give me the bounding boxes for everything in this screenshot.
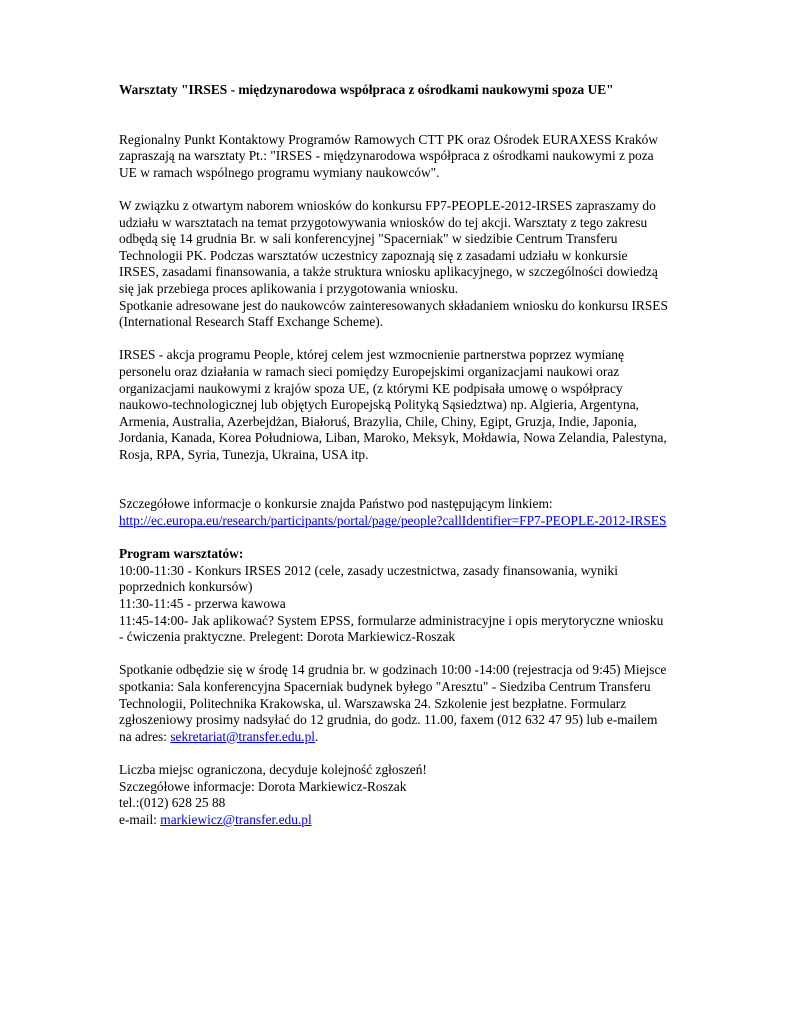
program-line: 11:30-11:45 - przerwa kawowa [119, 596, 286, 612]
details-paragraph [119, 496, 679, 529]
intro-line: UE w ramach wspólnego programu wymiany naukowców". [119, 164, 440, 180]
spacer [119, 463, 679, 496]
call-line: IRSES, zasadami finansowania, a także struktura wniosku aplikacyjnego, w szczególności dowiedzą [119, 264, 658, 280]
contact-email-prefix: e-mail: [119, 811, 161, 827]
intro-line: zapraszają na warsztaty Pt.: "IRSES - międzynarodowa współpraca z ośrodkami naukowymi z poza [119, 148, 654, 164]
irses-line: naukowo-technologicznej lub objętych Europejską Polityką Sąsiedztwa) np. Algieria, Argentyna, [119, 397, 639, 413]
spacer [119, 181, 679, 198]
program-line: poprzednich konkursów) [119, 579, 253, 595]
call-paragraph [119, 198, 679, 331]
intro-paragraph [119, 132, 679, 182]
meeting-line: Technologii, Politechnika Krakowska, ul. Warszawska 24. Szkolenie jest bezpłatne. Formularz [119, 695, 627, 711]
contact-info: Szczegółowe informacje: Dorota Markiewicz-Roszak [119, 778, 407, 794]
call-line: udziału w warsztatach na temat przygotowywania wniosków do tej akcji. Warsztaty z tego zakresu [119, 214, 648, 230]
program-line: - ćwiczenia praktyczne. Prelegent: Dorota Markiewicz-Roszak [119, 629, 456, 645]
contact-phone: tel.:(012) 628 25 88 [119, 795, 226, 811]
document-title: Warsztaty "IRSES - międzynarodowa współpraca z ośrodkami naukowymi spoza UE" [119, 82, 614, 97]
call-line: W związku z otwartym naborem wniosków do konkursu FP7-PEOPLE-2012-IRSES zapraszamy do [119, 197, 656, 213]
meeting-address-suffix: . [315, 728, 319, 744]
document-page [119, 82, 679, 828]
irses-line: organizacjami naukowymi z krajów spoza UE, (z którymi KE podpisała umowę o współpracy [119, 380, 623, 396]
irses-line: personelu oraz działania w ramach sieci pomiędzy Europejskimi organizacjami naukowi oraz [119, 363, 620, 379]
call-link[interactable]: http://ec.europa.eu/research/participants/portal/page/people?callIdentifier=FP7-PEOPLE-2012-IRSES [119, 513, 667, 529]
call-line: się jak przebiega proces aplikowania i przygotowania wniosku. [119, 280, 459, 296]
irses-line: Armenia, Australia, Azerbejdżan, Białoruś, Brazylia, Chile, Chiny, Egipt, Gruzja, Indie, Japonia, [119, 413, 637, 429]
meeting-address-prefix: na adres: [119, 728, 171, 744]
irses-line: Rosja, RPA, Syria, Tunezja, Ukraina, USA itp. [119, 446, 369, 462]
call-line: Spotkanie adresowane jest do naukowców zainteresowanych składaniem wniosku do konkursu IRSES [119, 297, 668, 313]
irses-paragraph [119, 347, 679, 463]
meeting-line: zgłoszeniowy prosimy nadsyłać do 12 grudnia, do godz. 11.00, faxem (012 632 47 95) lub e-mailem [119, 712, 658, 728]
spacer [119, 99, 679, 132]
meeting-line-last [119, 729, 679, 746]
contact-email-line [119, 812, 679, 829]
meeting-line: spotkania: Sala konferencyjna Spacerniak budynek byłego "Aresztu" - Siedziba Centrum Transferu [119, 679, 651, 694]
meeting-line: Spotkanie odbędzie się w środę 14 grudnia br. w godzinach 10:00 -14:00 (rejestracja od 9:45) Miejsce [119, 662, 667, 678]
irses-line: IRSES - akcja programu People, której celem jest wzmocnienie partnerstwa poprzez wymianę [119, 347, 624, 363]
program-line: 11:45-14:00- Jak aplikować? System EPSS, formularze administracyjne i opis merytoryczne wniosku [119, 612, 664, 628]
places-limit-note: Liczba miejsc ograniczona, decyduje kolejność zgłoszeń! [119, 761, 427, 777]
program-line: 10:00-11:30 - Konkurs IRSES 2012 (cele, zasady uczestnictwa, zasady finansowania, wyniki [119, 562, 618, 578]
spacer [119, 530, 679, 547]
details-text: Szczegółowe informacje o konkursie znajda Państwo pod następującym linkiem: [119, 496, 553, 512]
call-line: odbędą się 14 grudnia Br. w sali konferencyjnej "Spacerniak" w siedzibie Centrum Transferu [119, 231, 618, 247]
intro-line: Regionalny Punkt Kontaktowy Programów Ramowych CTT PK oraz Ośrodek EURAXESS Kraków [119, 131, 659, 147]
meeting-paragraph [119, 662, 679, 745]
program-section [119, 546, 679, 646]
spacer [119, 331, 679, 348]
spacer [119, 745, 679, 762]
contact-email-link[interactable]: markiewicz@transfer.edu.pl [160, 811, 312, 827]
irses-line: Jordania, Kanada, Korea Południowa, Liban, Maroko, Meksyk, Mołdawia, Nowa Zelandia, Palestyna, [119, 430, 667, 446]
program-heading: Program warsztatów: [119, 546, 244, 562]
contact-section [119, 762, 679, 828]
spacer [119, 646, 679, 663]
secretariat-email-link[interactable]: sekretariat@transfer.edu.pl [170, 728, 316, 744]
call-line: Technologii PK. Podczas warsztatów uczestnicy zapoznają się z zasadami udziału w konkursie [119, 247, 628, 263]
call-line: (International Research Staff Exchange Scheme). [119, 314, 384, 330]
